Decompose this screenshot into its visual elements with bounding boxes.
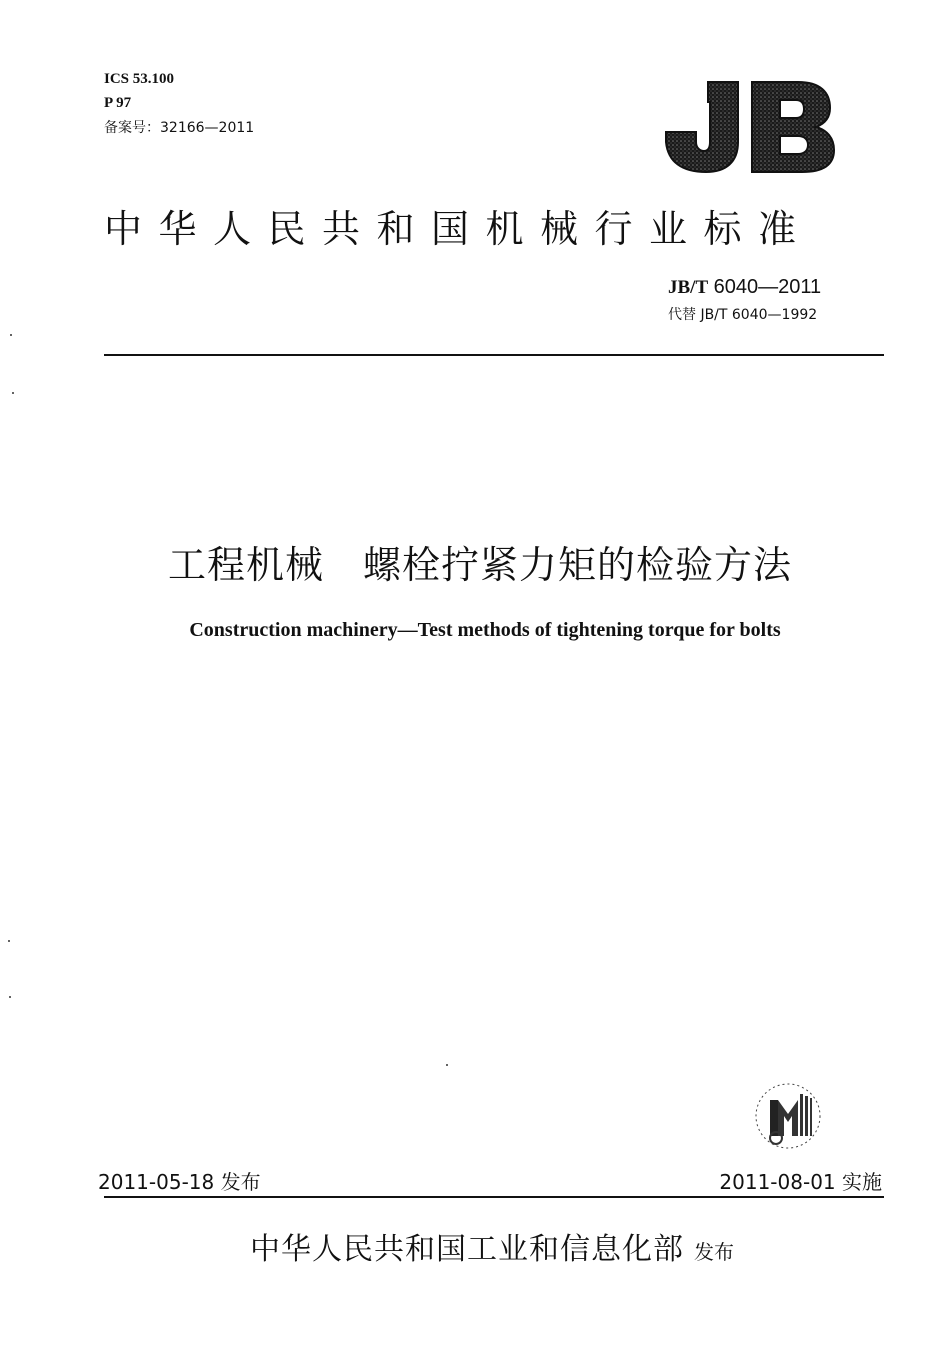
publisher [0,1224,950,1268]
standard-body-title: 中华人民共和国机械行业标准 [104,207,813,251]
document-title-en: Construction machinery—Test methods of tightening torque for bolts [189,619,781,641]
issue-date: 2011-05-18 发布 [98,1170,261,1194]
publisher-seal [748,1080,828,1152]
record-value: 32166—2011 [160,120,255,136]
publisher-suffix: 发布 [694,1240,734,1264]
standard-number-value: 6040—2011 [708,276,822,298]
publisher-name: 中华人民共和国工业和信息化部 [250,1232,684,1267]
bottom-divider [104,1196,884,1198]
scan-speck [446,1064,448,1066]
implementation-date: 2011-08-01 实施 [719,1170,882,1194]
jb-logo [660,61,838,176]
logo-text: JB [660,61,676,80]
top-divider [104,354,884,356]
scan-speck [12,392,14,394]
record-number [104,119,254,137]
standard-prefix: JB/T [668,277,709,298]
ics-code: ICS 53.100 [104,71,175,87]
document-title-cn: 工程机械 螺栓拧紧力矩的检验方法 [167,543,792,587]
standard-number [668,276,821,299]
classification-code: P 97 [104,95,132,111]
replaces-standard: 代替 JB/T 6040—1992 [668,307,818,323]
record-label: 备案号： [104,120,160,136]
scan-speck [8,940,10,942]
scan-speck [9,996,11,998]
scan-speck [10,334,12,336]
